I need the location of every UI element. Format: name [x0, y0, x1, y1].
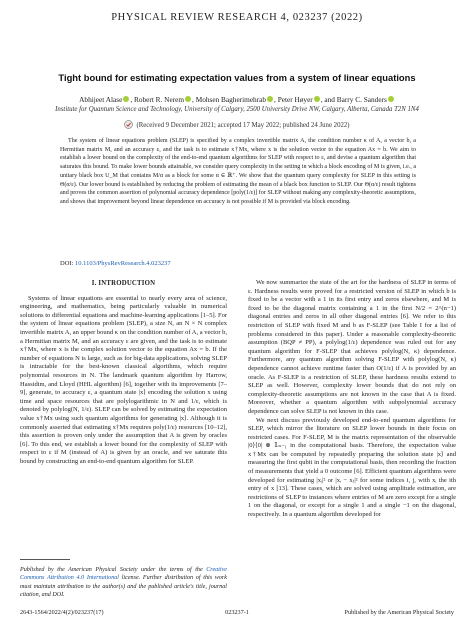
author-name[interactable]: Peter Høyer — [277, 95, 313, 104]
page-number: 023237-1 — [225, 609, 249, 616]
abstract — [60, 137, 416, 207]
left-column — [20, 279, 227, 466]
author-name[interactable]: and Barry C. Sanders — [324, 95, 387, 104]
orcid-icon[interactable] — [185, 96, 191, 102]
orcid-icon[interactable] — [314, 96, 320, 102]
footnote-suffix: license. Further distribution of this work must maintain attribution to the author(s) and the published article's title, journal citation, and DOI. — [20, 575, 227, 598]
publication-dates — [20, 120, 454, 129]
check-for-updates-icon[interactable] — [124, 120, 133, 129]
footer-issn: 2643-1564/2022/4(2)/023237(17) — [20, 609, 104, 616]
journal-header: PHYSICAL REVIEW RESEARCH 4, 023237 (2022) — [111, 12, 363, 23]
footnote-divider — [20, 559, 70, 560]
paragraph: Systems of linear equations are essential to nearly every area of science, engineering, and mathematics, being particularly valuable in numerical solutions to differential equations and machine-learning applications [1–5]. For the system of linear equations problem (SLEP), a size N, an N × N complex invertible matrix A, an upper bound κ on the condition number of A, a vector b, a Hermitian matrix M, and an accuracy ε are given, and the task is to estimate x†Mx, where x is the complex solution vector to the equation Ax = b. If the number of equations N is large, such as for big-data applications, solving SLEP is intractable for the best-known classical algorithms, which require polynomial resources in N. The landmark quantum algorithm by Harrow, Hassidim, and Lloyd (HHL algorithm) [6], together with its improvements [7–9], generate, to accuracy ε, a quantum state |x⟩ encoding the solution x using time and space resources that are polylogarithmic in N and 1/ε, which is denoted by polylog(N, 1/ε). SLEP can be solved by estimating the expectation value x†Mx using such quantum algorithms for generating |x⟩. Although it is commonly asserted that estimating x†Mx requires poly(1/ε) resources [10–12], this assertion is proven only under the assumption that A is given by oracles [6]. To this end, we establish a lower bound for the complexity of SLEP with respect to ε if M (instead of A) is given by an oracle, and we saturate this bound by constructing an end-to-end quantum algorithm for SLEP. — [20, 294, 227, 465]
abstract-text: The system of linear equations problem (SLEP) is specified by a complex invertible matrix A, the condition number κ of A, a vector b, a Hermitian matrix M, and an accuracy ε, and the task is to estimate x†Mx, where x is the solution vector to the equation Ax = b. We aim to establish a lower bound on the complexity of the end-to-end quantum algorithms for SLEP with respect to ε, and devise a quantum algorithm that saturates this bound. To make lower bounds attainable, we consider query complexity in the setting in which a block encoding of M is given, i.e., a unitary black box U_M that contains M/α as a block for some α ∈ ℝ⁺. We show that the quantum query complexity for SLEP in this setting is Θ(α/ε). Our lower bound is established by reducing the problem of estimating the mean of a black box function to SLEP. Our Θ(α/ε) result tightens and proves the common assertion of polynomial accuracy dependence [poly(1/ε)] for SLEP without making any complexity-theoretic assumptions, and shows that improvement beyond linear dependence on accuracy is not possible if M is provided via block encoding. — [60, 138, 416, 205]
footer-publisher: Published by the American Physical Society — [344, 609, 454, 616]
paragraph: We now summarize the state of the art for the hardness of SLEP in terms of ε. Hardness results were proved for a restricted version of SLEP in which b is fixed to be a vector with a 1 in its first entry and zeros elsewhere, and M is fixed to be the diagonal matrix containing a 1 in the first N/2 = 2^(n−1) diagonal entries and zeros in all other diagonal entries [6]. We refer to this restriction of SLEP with fixed M and b as F-SLEP (see Table I for a list of problems considered in this paper). Under a reasonable complexity-theoretic assumption (BQP ≠ PP), a polylog(1/ε) dependence was ruled out for any quantum algorithm for F-SLEP that achieves polylog(N, κ) dependence. Furthermore, any quantum algorithm solving F-SLEP with polylog(N, κ) dependence cannot achieve runtime faster than O(1/ε) if A is provided by an oracle. As F-SLEP is a restriction of SLEP, these hardness results extend to SLEP as well. However, complexity lower bounds that do not rely on complexity-theoretic assumptions are not known in the case that A is fixed. Moreover, whether a quantum algorithm with subpolynomial accuracy dependence can solve SLEP is not known in this case. — [248, 279, 456, 415]
article-title: Tight bound for estimating expectation values from a system of linear equations — [58, 72, 416, 83]
license-footnote — [20, 566, 227, 599]
orcid-icon[interactable] — [388, 96, 394, 102]
author-name[interactable]: Robert R. Nerem — [133, 95, 185, 104]
doi-line — [60, 260, 171, 267]
author-list: Abhijeet Alase , Robert R. Nerem , Mohsen Bagherimehrab , Peter Høyer , and Barry C. Sanders — [20, 95, 454, 104]
section-heading: I. INTRODUCTION — [91, 280, 156, 287]
doi-link[interactable]: 10.1103/PhysRevResearch.4.023237 — [74, 260, 171, 267]
orcid-icon[interactable] — [267, 96, 273, 102]
doi-label: DOI: — [60, 260, 74, 267]
right-column — [248, 279, 456, 520]
affiliation: Institute for Quantum Science and Technology, University of Calgary, 2500 University Drive NW, Calgary, Alberta, Canada T2N 1N4 — [55, 106, 419, 113]
paragraph: We next discuss previously developed end-to-end quantum algorithms for SLEP, which mirror the literature on SLEP lower bounds in their focus on restricted cases. For F-SLEP, M is the matrix representation of the observable |0⟩⟨0| ⊗ 𝟙ₙ₋₁ in the computational basis. Therefore, the expectation value x†Mx can be computed by repeatedly preparing the solution state |x⟩ and measuring the first qubit in the computational basis, then recording the fraction of measurements that yield a 0 outcome [6]. Efficient quantum algorithms were developed for estimating |xᵢ|² or |xᵢ − xⱼ|² for some indices i, j, with xᵢ the ith entry of x [13]. These cases, which are solved using amplitude estimation, are restrictions of SLEP to instances where entries of M are zero except for a single 1 on the diagonal, or except for a single 1 and a single −1 on the diagonal, respectively. In a quantum algorithm developed for — [248, 416, 456, 519]
dates-text: (Received 9 December 2021; accepted 17 May 2022; published 24 June 2022) — [136, 122, 350, 129]
license-link[interactable]: Creative Commons Attribution 4.0 International — [20, 567, 227, 582]
footnote-prefix: Published by the American Physical Society under the terms of the — [20, 567, 207, 573]
author-name[interactable]: Mohsen Bagherimehrab — [195, 95, 267, 104]
author-name[interactable]: Abhijeet Alase — [79, 95, 123, 104]
orcid-icon[interactable] — [123, 96, 129, 102]
